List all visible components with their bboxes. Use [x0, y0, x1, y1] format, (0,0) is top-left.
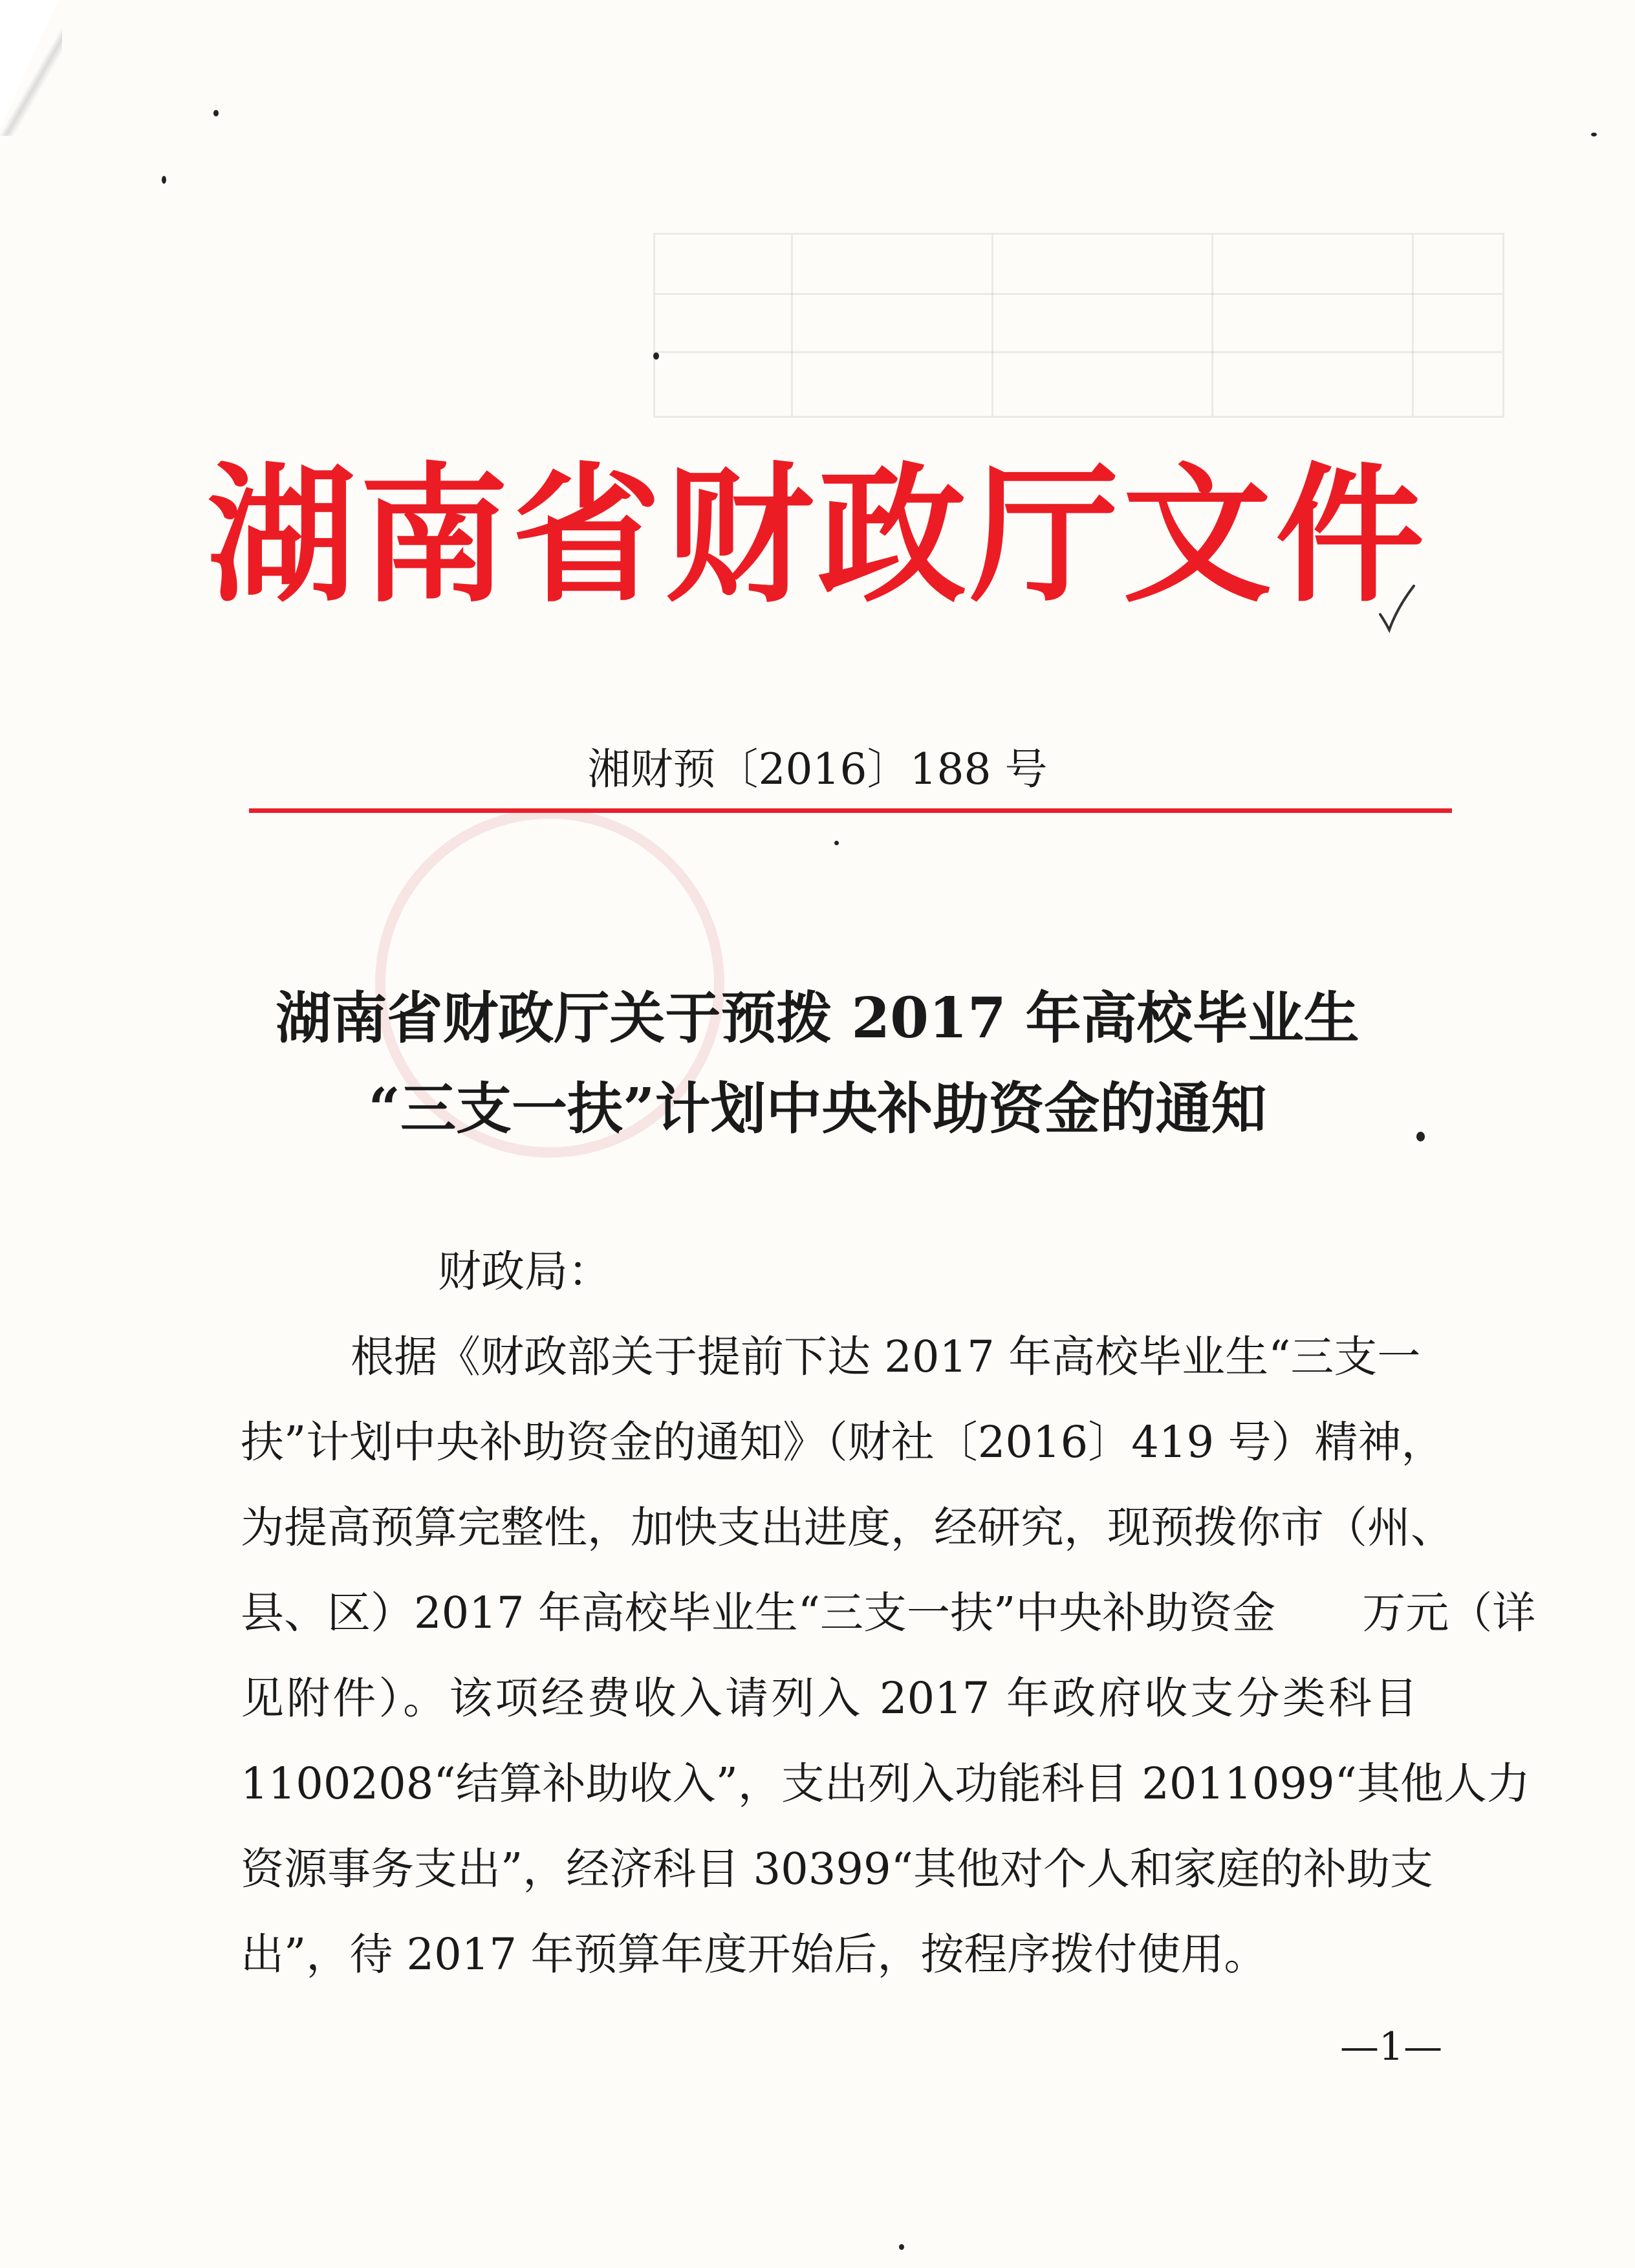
paragraph-line: 根据《财政部关于提前下达 2017 年高校毕业生“三支一: [351, 1332, 1421, 1382]
scan-speck: [653, 352, 659, 360]
notice-body: [241, 1229, 1536, 1997]
masthead-title: 湖南省财政厅文件: [206, 450, 1428, 623]
scan-speck: [899, 2244, 904, 2250]
red-divider-line: [249, 808, 1452, 813]
page-number: —1—: [1340, 2024, 1443, 2069]
paragraph-line: 1100208“结算补助收入”，支出列入功能科目 2011099“其他人力: [241, 1758, 1530, 1809]
document-number: 湘财预〔2016〕188 号: [587, 744, 1048, 794]
salutation: 财政局：: [438, 1246, 611, 1297]
scan-speck: [834, 841, 839, 845]
paragraph-line: 县、区）2017 年高校毕业生“三支一扶”中央补助资金 万元（详: [241, 1588, 1536, 1638]
paragraph-line: 扶”计划中央补助资金的通知》（财社〔2016〕419 号）精神，: [241, 1417, 1445, 1467]
paragraph-line: 出”，待 2017 年预算年度开始后，按程序拨付使用。: [241, 1929, 1268, 1980]
notice-title-line-2: “三支一扶”计划中央补助资金的通知: [368, 1076, 1267, 1141]
paragraph-line: 见附件）。该项经费收入请列入 2017 年政府收支分类科目: [241, 1673, 1418, 1723]
scan-speck: [162, 176, 166, 184]
scan-speck: [1416, 1132, 1425, 1141]
notice-title: [0, 973, 1635, 1154]
folded-corner-shadow: [0, 0, 62, 136]
scan-speck: [1591, 133, 1597, 136]
bleed-through-table: [653, 233, 1504, 418]
paragraph-line: 资源事务支出”，经济科目 30399“其他对个人和家庭的补助支: [241, 1844, 1433, 1894]
paragraph-line: 为提高预算完整性，加快支出进度，经研究，现预拨你市（州、: [241, 1502, 1454, 1553]
notice-title-line-1: 湖南省财政厅关于预拨 2017 年高校毕业生: [276, 986, 1359, 1051]
handwritten-checkmark: [1378, 582, 1416, 634]
scan-speck: [213, 110, 219, 116]
